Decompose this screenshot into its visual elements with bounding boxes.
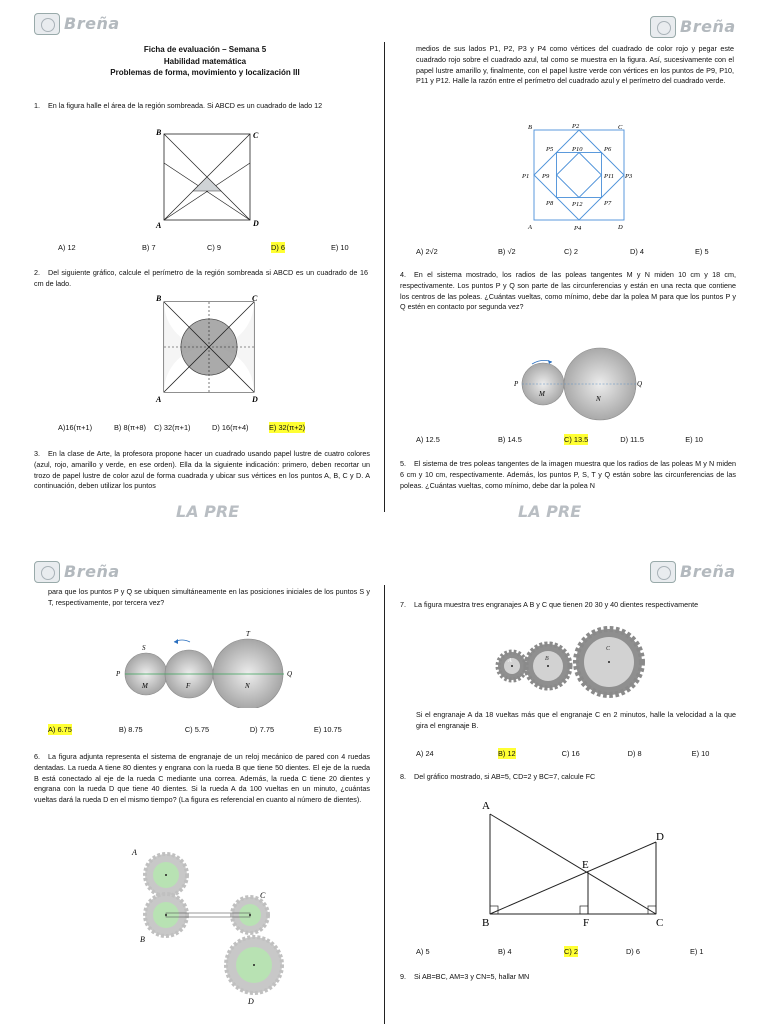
label-c: C (656, 917, 664, 929)
option-b[interactable]: B) 4 (498, 947, 512, 956)
label-d: D (656, 831, 664, 843)
question-8 (400, 772, 736, 783)
q8-options (416, 946, 704, 957)
option-e[interactable]: E) 10.75 (313, 725, 342, 734)
option-e[interactable]: E) 10 (691, 749, 710, 758)
option-b[interactable]: B) 8(π+8) (114, 423, 147, 432)
q5-options (48, 724, 342, 735)
option-e[interactable]: E) 1 (689, 947, 704, 956)
q1-figure (150, 126, 265, 230)
label-q: Q (637, 380, 643, 388)
option-c-highlighted[interactable]: C) 13.5 (564, 435, 589, 444)
option-e[interactable]: E) 10 (685, 435, 703, 444)
label-p4: P4 (574, 225, 582, 232)
question-number: 5. (400, 459, 406, 468)
label-p10: P10 (572, 146, 583, 153)
label-n: N (596, 395, 601, 403)
option-d[interactable]: D) 11.5 (620, 435, 644, 444)
option-a-highlighted[interactable]: A) 6.75 (48, 725, 72, 734)
question-1 (34, 101, 370, 112)
q7-options (416, 748, 709, 759)
option-c[interactable]: C) 9 (207, 243, 221, 252)
label-c: C (618, 124, 623, 131)
question-number: 8. (400, 772, 406, 781)
question-text: Del gráfico mostrado, si AB=5, CD=2 y BC=7, calcule FC (414, 772, 596, 781)
option-e[interactable]: E) 5 (695, 247, 709, 256)
q1-options (58, 242, 349, 253)
option-b[interactable]: B) √2 (498, 247, 516, 256)
question-text: La figura adjunta representa el sistema de engranaje de un reloj mecánico de pared con 4 ruedas dentadas. La rueda A tiene 80 dientes y engrana con la rueda B que tiene 50 dientes. El eje de la rueda B está conectado al eje de la rueda C mediante una correa. Además, la rueda C tiene 20 dientes y engrana con la rueda D que tiene 40 dientes. Si la rueda A da 100 vueltas en un minuto, ¿cuántas vueltas dará la rueda D en el mismo tiempo? (La figura es referencial en cuanto al número de dientes). (34, 752, 370, 805)
question-text: En la clase de Arte, la profesora propone hacer un cuadrado usando papel lustre de cuatro colores (azul, rojo, amarillo y verde, en ese orden). Ella da la siguiente indicación: primero, deben recortar un trozo de papel lustre de color azul de forma cuadrada y ubicar sus vértices en los puntos A, B, C y D. A continuación, deben utilizar los puntos (34, 449, 370, 491)
q5-figure (112, 628, 302, 708)
label-a: A (132, 848, 137, 857)
label-p: P (116, 670, 121, 678)
label-p6: P6 (604, 146, 612, 153)
label-p1: P1 (522, 173, 530, 180)
q8-figure (478, 796, 678, 932)
question-text: Si AB=BC, AM=3 y CN=5, hallar MN (414, 972, 530, 981)
label-p7: P7 (604, 200, 612, 207)
logo-top-left (34, 12, 120, 36)
question-3 (34, 449, 370, 492)
seal-icon (34, 13, 60, 35)
option-e[interactable]: E) 10 (330, 243, 349, 252)
seal-icon (650, 16, 676, 38)
option-c[interactable]: C) 2 (564, 247, 578, 256)
label-p2: P2 (572, 123, 580, 130)
logo-text: Breña (680, 562, 736, 581)
label-q: Q (287, 670, 293, 678)
q3-figure (520, 120, 635, 235)
label-p3: P3 (625, 173, 633, 180)
label-c: C (606, 646, 611, 652)
label-m: M (142, 682, 148, 690)
question-4 (400, 270, 736, 313)
footer-logo-right: LA PRE (518, 502, 582, 521)
label-b: B (156, 294, 162, 303)
label-a: A (528, 224, 532, 231)
question-text: En el sistema mostrado, los radios de las poleas tangentes M y N miden 10 cm y 18 cm, respectivamente. Los puntos P y Q son parte de las circunferencias y están en una recta que contiene los centros de las poleas. ¿Cuántas vueltas, como mínimo, debe dar la polea M para que los puntos P y Q estén en contacto por segunda vez? (400, 270, 736, 312)
option-d[interactable]: D) 16(π+4) (212, 423, 249, 432)
option-a[interactable]: A) 24 (416, 749, 434, 758)
column-divider-top (384, 42, 385, 512)
question-number: 2. (34, 268, 40, 277)
option-e-highlighted[interactable]: E) 32(π+2) (269, 423, 306, 432)
label-a: A (508, 658, 512, 664)
logo-text: Breña (64, 14, 120, 33)
label-c: C (260, 891, 266, 900)
label-a: A (156, 395, 162, 404)
label-p8: P8 (546, 200, 554, 207)
label-s: S (142, 644, 146, 652)
label-b: B (140, 935, 145, 944)
option-b[interactable]: B) 14.5 (498, 435, 522, 444)
question-3-continued (416, 44, 734, 87)
question-5-continued (48, 587, 370, 609)
label-m: M (539, 390, 545, 398)
logo-mid-right (650, 560, 736, 584)
document-title (40, 44, 370, 79)
q6-figure (128, 842, 288, 1012)
question-text: El sistema de tres poleas tangentes de la imagen muestra que los radios de las poleas M y N miden 6 cm y 10 cm, respectivamente. Además, los puntos P, S, T y Q están sobre las circunferencias de las poleas. ¿Cuántas vueltas, como mínimo, debe dar la polea N (400, 459, 736, 490)
title-line-1: Ficha de evaluación – Semana 5 (143, 45, 267, 54)
seal-icon (650, 561, 676, 583)
option-c[interactable]: C) 32(π+1) (154, 423, 191, 432)
label-c: C (252, 294, 258, 303)
label-p12: P12 (572, 201, 583, 208)
title-line-3: Problemas de forma, movimiento y localización III (110, 68, 300, 78)
label-f: F (583, 917, 590, 929)
label-d: D (252, 395, 258, 404)
logo-text: Breña (680, 17, 736, 36)
column-divider-bottom (384, 585, 385, 1024)
label-p: P (514, 380, 519, 388)
option-d[interactable]: D) 8 (627, 749, 642, 758)
label-f: F (186, 682, 191, 690)
question-number: 4. (400, 270, 406, 279)
question-5 (400, 459, 736, 491)
option-d[interactable]: D) 4 (630, 247, 644, 256)
option-a[interactable]: A)16(π+1) (58, 423, 93, 432)
option-b[interactable]: B) 7 (142, 243, 156, 252)
q3-options (416, 246, 709, 257)
label-d: D (618, 224, 623, 231)
label-a: A (482, 800, 490, 812)
label-t: T (246, 630, 250, 638)
q4-figure (508, 344, 648, 424)
label-b: B (545, 656, 549, 662)
q2-options (58, 422, 305, 433)
label-a: A (156, 221, 162, 230)
option-c[interactable]: C) 5.75 (184, 725, 210, 734)
label-p11: P11 (604, 173, 614, 180)
label-b: B (482, 917, 490, 929)
option-d[interactable]: D) 7.75 (249, 725, 275, 734)
option-a[interactable]: A) 2√2 (416, 247, 438, 256)
q7-figure (492, 622, 662, 702)
option-b-highlighted[interactable]: B) 12 (498, 749, 516, 758)
question-6 (34, 752, 370, 806)
question-text-2: Si el engranaje A da 18 vueltas más que el engranaje C en 2 minutos, halle la velocidad a la que gira el engranaje B. (416, 710, 736, 730)
question-text: En la figura halle el área de la región sombreada. Si ABCD es un cuadrado de lado 12 (48, 101, 323, 110)
logo-top-right (650, 15, 736, 39)
label-c: C (253, 131, 259, 140)
question-number: 1. (34, 101, 40, 110)
label-p9: P9 (542, 173, 550, 180)
question-9 (400, 972, 736, 983)
label-b: B (156, 128, 162, 137)
option-a[interactable]: A) 12.5 (416, 435, 440, 444)
label-b: B (528, 124, 532, 131)
footer-logo-left: LA PRE (176, 502, 240, 521)
question-text-continued: para que los puntos P y Q se ubiquen simultáneamente en las posiciones iniciales de los puntos S y T, respectivamente, por tercera vez? (48, 587, 370, 607)
label-p5: P5 (546, 146, 554, 153)
question-number: 9. (400, 972, 406, 981)
question-text-continued: medios de sus lados P1, P2, P3 y P4 como vértices del cuadrado de color rojo y pegar este cuadrado rojo sobre el cuadrado azul, tal como se muestra en la figura. Así, sucesivamente con el papel lustre amarillo y, finalmente, con el papel lustre verde con vértices en los puntos de P9, P10, P11 y P12. Halle la razón entre el perímetro del cuadrado azul y el perímetro del cuadrado verde. (416, 44, 734, 86)
question-number: 6. (34, 752, 40, 761)
q4-options (416, 434, 703, 445)
question-7-text-2 (416, 710, 736, 732)
question-2 (34, 268, 368, 290)
label-d: D (253, 219, 259, 228)
option-d[interactable]: D) 6 (625, 947, 640, 956)
question-number: 3. (34, 449, 40, 458)
option-c[interactable]: C) 16 (561, 749, 580, 758)
label-n: N (245, 682, 250, 690)
option-b[interactable]: B) 8.75 (118, 725, 143, 734)
option-a[interactable]: A) 5 (416, 947, 430, 956)
logo-text: Breña (64, 562, 120, 581)
option-d-highlighted[interactable]: D) 6 (271, 243, 285, 252)
option-c-highlighted[interactable]: C) 2 (564, 947, 578, 956)
question-7 (400, 600, 736, 611)
label-e: E (582, 859, 589, 871)
question-text: La figura muestra tres engranajes A B y C que tienen 20 30 y 40 dientes respectivamente (414, 600, 699, 609)
title-line-2: Habilidad matemática (163, 56, 247, 66)
q2-figure (154, 292, 264, 404)
question-number: 7. (400, 600, 406, 609)
label-d: D (248, 997, 254, 1006)
seal-icon (34, 561, 60, 583)
question-text: Del siguiente gráfico, calcule el perímetro de la región sombreada si ABCD es un cuadrado de 16 cm de lado. (34, 268, 368, 288)
logo-mid-left (34, 560, 120, 584)
option-a[interactable]: A) 12 (58, 243, 76, 252)
